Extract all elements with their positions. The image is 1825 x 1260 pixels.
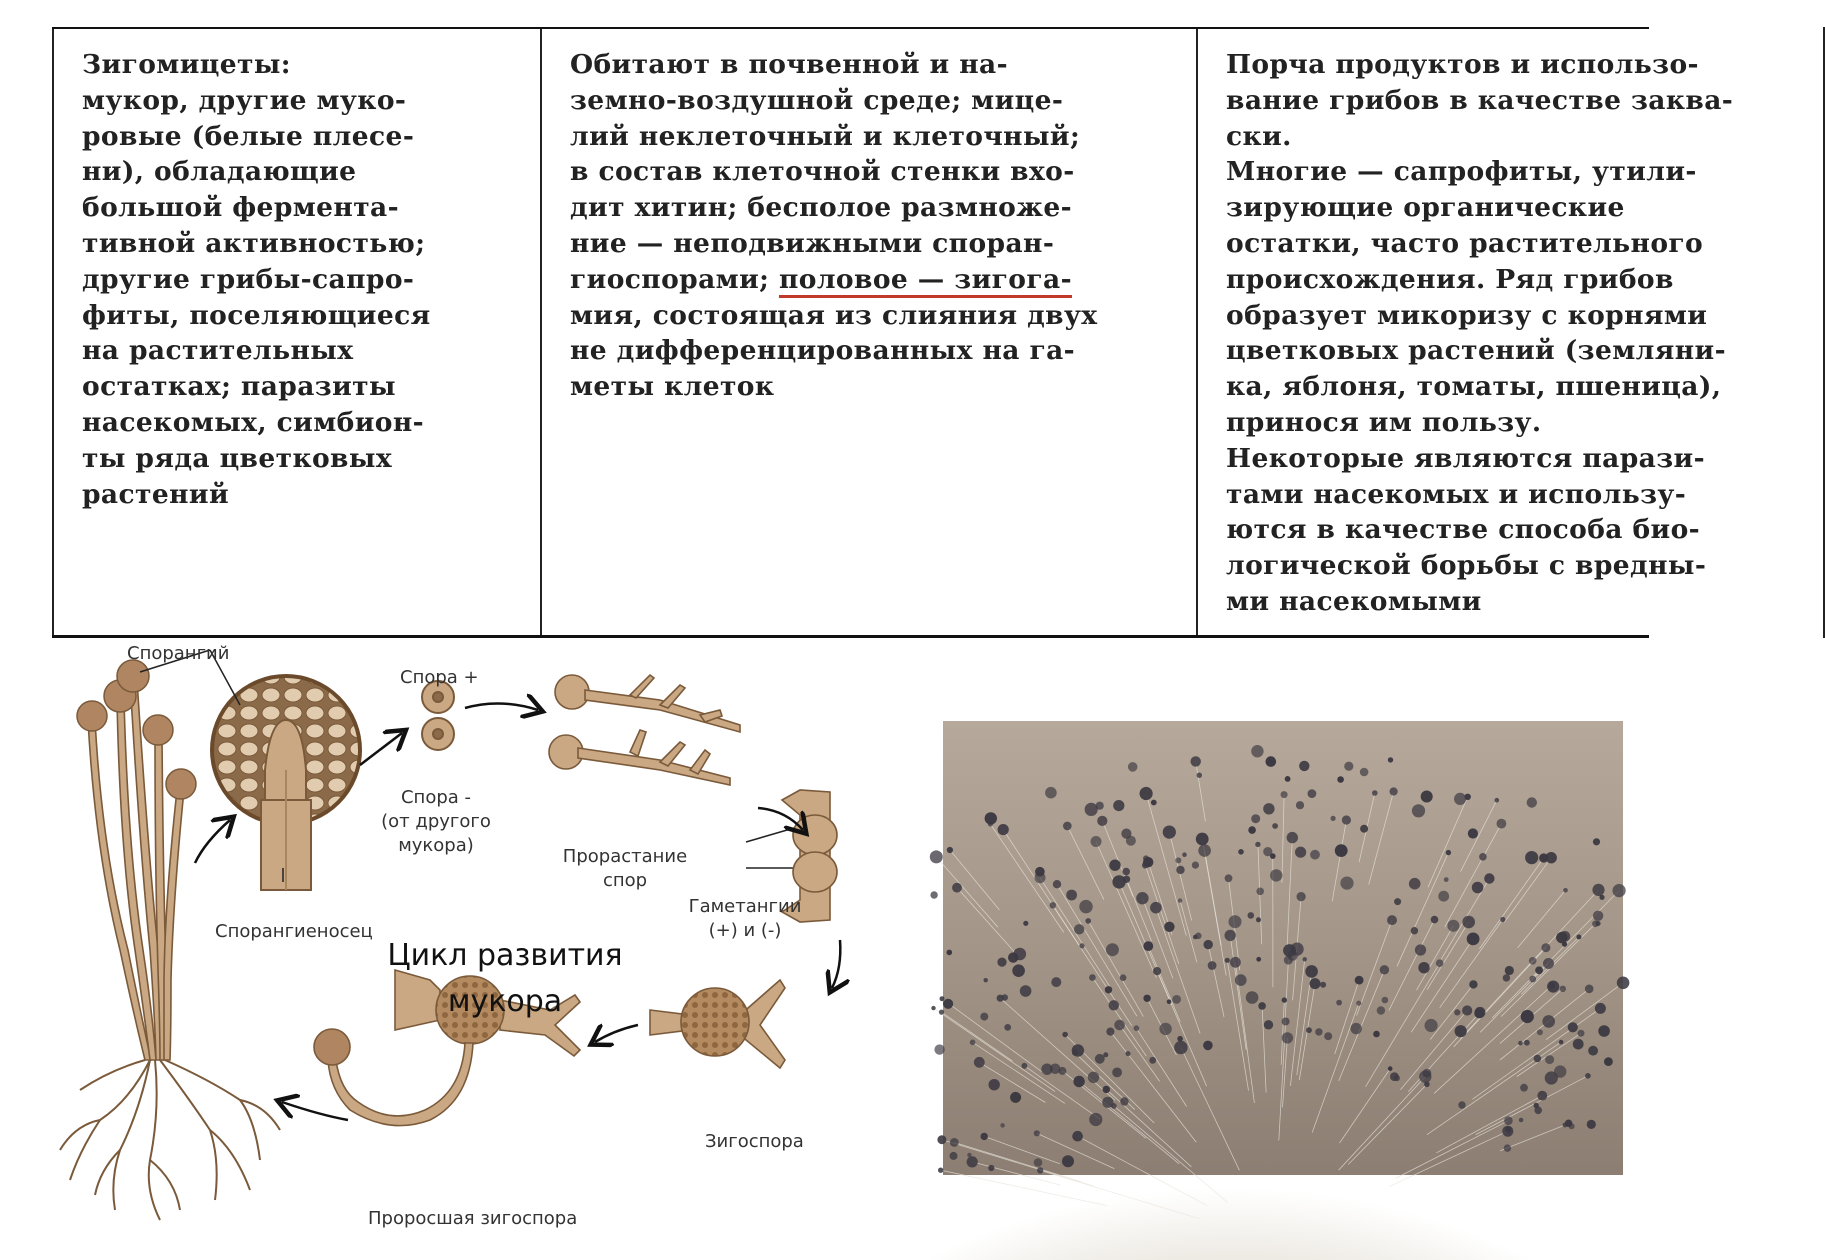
sporangium-dot — [1320, 982, 1326, 988]
sporangium-dot — [1390, 787, 1398, 795]
sporangium-dot — [1537, 1091, 1547, 1101]
mycelium — [60, 1060, 280, 1220]
sporangium-dot — [1037, 1167, 1043, 1173]
sporangium-dot — [1178, 898, 1182, 902]
sporangium-dot — [1193, 935, 1198, 940]
sporangium-dot — [1113, 800, 1124, 811]
sporangium-dot — [1412, 804, 1425, 817]
sporangium-dot — [1284, 956, 1293, 965]
sporangium-dot — [1436, 959, 1444, 967]
sporangium-dot — [997, 958, 1006, 967]
sporangium-dot — [1569, 1123, 1575, 1129]
sporangium-dot — [1251, 814, 1260, 823]
sporangium-dot — [1505, 1126, 1511, 1132]
sporangium-dot — [1285, 776, 1291, 782]
sporangium-dot — [1172, 995, 1181, 1004]
group-title: Зигомицеты: — [82, 49, 291, 80]
label-spore-minus — [376, 786, 496, 858]
sporangium-dot — [967, 1153, 971, 1157]
sporangium-dot — [1020, 985, 1032, 997]
sporangium-dot — [1305, 965, 1318, 978]
sporangium-dot — [1539, 853, 1548, 862]
sporangium-dot — [931, 1006, 935, 1010]
zygomycetes-table — [52, 27, 1734, 638]
sporangium-dot — [1270, 869, 1282, 881]
sporangium-dot — [1503, 974, 1510, 981]
highlighted-sexual-reproduction: половое — зигога- — [778, 263, 1072, 295]
sporangium-dot — [1073, 1076, 1084, 1087]
sporangium-dot — [1023, 921, 1028, 926]
sporangium-dot — [1112, 1068, 1122, 1078]
sporangium-dot — [1072, 1131, 1083, 1142]
sporangium-dot — [1149, 1057, 1156, 1064]
table-cell-group — [53, 27, 541, 638]
sporangium-dot — [1204, 940, 1213, 949]
sporangium-dot — [985, 812, 997, 824]
sporangium-dot — [1235, 974, 1247, 986]
sporangium-dot — [984, 978, 988, 982]
sporangium-dot — [1520, 1084, 1528, 1092]
sporangium-dot — [967, 1156, 978, 1167]
sporangium-dot — [1105, 986, 1112, 993]
label-sporangium: Спорангий — [127, 643, 230, 664]
sporangium-dot — [1089, 1113, 1102, 1126]
sporangium-dot — [1593, 911, 1603, 921]
sporangium-dot — [930, 850, 943, 863]
sporangium-dot — [1356, 1001, 1361, 1006]
sporangium-dot — [1114, 1020, 1125, 1031]
sporangium-dot — [1238, 849, 1244, 855]
sporangium-dot — [1251, 745, 1263, 757]
sporangium-dot — [1230, 957, 1241, 968]
sporangium-dot — [1388, 1066, 1393, 1071]
sporangium-dot — [1264, 1020, 1273, 1029]
sporangium-dot — [1051, 977, 1061, 987]
sporangium-dot — [1541, 943, 1550, 952]
sporangium-dot — [1613, 884, 1626, 897]
sporangium-dot — [1085, 918, 1091, 924]
sporangium-dot — [1182, 852, 1187, 857]
sporangium-dot — [1246, 991, 1259, 1004]
sporangium-dot — [1014, 948, 1027, 961]
sporangium-dot — [1282, 1018, 1290, 1026]
sporangium-dot — [1484, 873, 1494, 883]
sporangium-dot — [1519, 1118, 1524, 1123]
sporangium-dot — [1196, 833, 1209, 846]
sporangium-dot — [1585, 1073, 1591, 1079]
label-germination-line2: спор — [602, 870, 648, 891]
sporangium-dot — [947, 847, 953, 853]
label-germination-line1: Прорастание — [562, 846, 688, 867]
sporangium-dot — [1372, 790, 1378, 796]
sporangium-dot — [997, 995, 1004, 1002]
sporangium-dot — [1256, 957, 1261, 962]
sporangium-dot — [1140, 787, 1153, 800]
sporangium-dot — [943, 999, 953, 1009]
sporangium-dot — [1537, 1029, 1543, 1035]
germinating-spores — [549, 675, 740, 785]
sporangium-dot — [1143, 995, 1150, 1002]
sporangium-dot — [934, 1044, 944, 1054]
sporangium-dot — [1062, 1155, 1074, 1167]
sporangium-dot — [988, 1165, 994, 1171]
sporangium-dot — [1598, 1025, 1610, 1037]
table-cell-significance — [1197, 27, 1824, 638]
sporangium-dot — [950, 1152, 958, 1160]
sporangium-dot — [1604, 1057, 1613, 1066]
sporangium-dot — [1454, 793, 1466, 805]
sporangium-dot — [1554, 1065, 1566, 1077]
sporangium-dot — [1150, 902, 1162, 914]
zygospore-stage — [650, 980, 785, 1068]
table-row — [53, 27, 1824, 638]
sporangium-dot — [1595, 1003, 1606, 1014]
sporangium-dot — [1382, 997, 1389, 1004]
sporangium-dot — [1521, 1010, 1534, 1023]
sporangium-dot — [1163, 826, 1176, 839]
sporangium-dot — [1229, 915, 1242, 928]
sporangium-dot — [1122, 868, 1130, 876]
sporangium-dot — [1351, 1023, 1362, 1034]
spores — [422, 681, 454, 750]
sporangium-dot — [1525, 851, 1538, 864]
significance-text: Порча продуктов и использо- вание грибов в качестве заква- ски. Многие — сапрофиты, утили- зирующие органические остатки, часто растительного происхождения. Ряд грибов образует микоризу с корнями цветковых растений (земляни- ка, яблоня, томаты, пшеница), принося им пользу. Некоторые являются парази- тами насекомых и использу- ются в качестве способа био- логической борьбы с вредны- ми насекомыми — [1226, 49, 1734, 617]
sporangium-dot — [1109, 860, 1120, 871]
sporangium-dot — [1310, 850, 1320, 860]
sporangium-dot — [1097, 816, 1107, 826]
sporangium-dot — [1462, 916, 1475, 929]
sporangium-dot — [952, 883, 962, 893]
sporangium-dot — [1559, 1040, 1564, 1045]
sporangium-dot — [1578, 1030, 1585, 1037]
sporangium-dot — [1504, 1116, 1513, 1125]
sporangium-dot — [1120, 974, 1127, 981]
sporangium-dot — [1106, 943, 1119, 956]
sporangium-dot — [1256, 917, 1261, 922]
sporangium-dot — [1248, 912, 1255, 919]
sporangium-dot — [1310, 978, 1321, 989]
sporangium-dot — [1446, 850, 1451, 855]
sporangium-dot — [1192, 862, 1199, 869]
sporangium-dot — [1306, 1027, 1312, 1033]
label-germinated-zygospore: Проросшая зигоспора — [368, 1208, 578, 1229]
sporangium-dot — [1388, 757, 1393, 762]
sporangium-dot — [980, 1013, 988, 1021]
sporangium-dot — [1380, 965, 1389, 974]
sporangium-dot — [1295, 847, 1306, 858]
sporangium-dot — [1423, 1069, 1432, 1078]
sporangium-dot — [1177, 1036, 1183, 1042]
sporangium-dot — [1497, 819, 1507, 829]
sporangium-dot — [1560, 986, 1566, 992]
sporangium-dot — [1034, 1130, 1040, 1136]
diagram-title-line1: Цикл развития — [387, 938, 623, 973]
sporangium-dot — [1058, 1067, 1066, 1075]
sporangium-dot — [1225, 930, 1236, 941]
sporangium-dot — [1176, 866, 1184, 874]
sporangium-dot — [1272, 823, 1278, 829]
sporangium-dot — [1534, 1055, 1542, 1063]
sporangium-dot — [1563, 888, 1568, 893]
sporangium-dot — [1576, 935, 1581, 940]
mucor-mold-photo — [943, 721, 1623, 1175]
sporangium-dot — [1174, 1041, 1187, 1054]
group-description: мукор, другие муко- ровые (белые плесе- ни), обладающие большой фермента- тивной активностью; другие грибы-сапро- фиты, поселяющиеся на растительных остатках; паразиты насекомых, симбион- ты ряда цветковых растений — [82, 84, 431, 510]
label-spore-minus-line1: Спора - — [400, 787, 472, 808]
sporangium-dot — [1592, 884, 1604, 896]
sporangium-dot — [1266, 756, 1277, 767]
sporangium-dot — [1120, 1097, 1128, 1105]
sporangium-dot — [1041, 1064, 1052, 1075]
sporangium-dot — [981, 1133, 988, 1140]
sporangium-dot — [940, 996, 945, 1001]
sporangium-dot — [1022, 1063, 1028, 1069]
sporangium-dot — [1074, 924, 1084, 934]
sporangium-dot — [1469, 980, 1477, 988]
sporangium-dot — [1474, 1008, 1484, 1018]
sporangium-dot — [937, 1135, 946, 1144]
sporangium-dot — [1373, 1031, 1380, 1038]
sporangium-dot — [1128, 762, 1138, 772]
sporangium-dot — [1164, 922, 1174, 932]
sporangium-dot — [1573, 1039, 1584, 1050]
sporangium-dot — [1203, 1041, 1213, 1051]
sporangium-dot — [1344, 762, 1353, 771]
sporangium-dot — [1197, 773, 1202, 778]
sporangium-dot — [1592, 921, 1599, 928]
sporangium-dot — [970, 1040, 976, 1046]
sporangium-dot — [1159, 1023, 1171, 1035]
sporangium-dot — [1421, 791, 1433, 803]
mold-macro-image — [943, 721, 1623, 1175]
sporangium-dot — [1472, 882, 1484, 894]
sporangium-dot — [1256, 888, 1264, 896]
sporangium-dot — [1045, 787, 1057, 799]
sporangium-dot — [1106, 1028, 1114, 1036]
sporangium-dot — [1103, 1052, 1108, 1057]
sporangium-dot — [1415, 944, 1426, 955]
sporangium-dot — [1355, 976, 1364, 985]
sporangium-dot — [947, 950, 953, 956]
sporangium-dot — [1034, 1158, 1043, 1167]
sporangium-dot — [938, 1168, 943, 1173]
sporangium-dot — [1035, 872, 1046, 883]
sporangium-dot — [1438, 891, 1449, 902]
sporangium-dot — [1548, 982, 1555, 989]
sporangium-dot — [1500, 917, 1505, 922]
sporangium-dot — [1411, 927, 1418, 934]
sporangium-dot — [1543, 958, 1554, 969]
label-zygospore: Зигоспора — [705, 1131, 804, 1152]
sporangium-dot — [1175, 857, 1181, 863]
sporangium-dot — [1331, 816, 1336, 821]
sporangium-dot — [1587, 1120, 1596, 1129]
sporangium-dot — [1066, 890, 1077, 901]
sporangium-dot — [1050, 902, 1056, 908]
sporangium-dot — [1142, 862, 1149, 869]
sporangium-dot — [1588, 1046, 1598, 1056]
sporangium-dot — [1079, 900, 1092, 913]
sporangium-dot — [1296, 801, 1304, 809]
sporangium-dot — [950, 1138, 959, 1147]
sporangium-dot — [1089, 974, 1096, 981]
label-gametangia-line2: (+) и (-) — [708, 920, 782, 941]
sporangium-dot — [1617, 977, 1630, 990]
sporangium-dot — [1102, 1097, 1113, 1108]
sporangium-dot — [1198, 844, 1211, 857]
sporangium-dot — [1340, 877, 1353, 890]
sporangium-dot — [1534, 1107, 1542, 1115]
sporangium-dot — [1291, 943, 1304, 956]
sporangium-dot — [1535, 966, 1543, 974]
sporangium-dot — [1263, 803, 1274, 814]
table-cell-characteristics — [541, 27, 1197, 638]
sporangium-dot — [1418, 962, 1429, 973]
sporangium-dot — [1387, 915, 1397, 925]
sporangium-dot — [1518, 1041, 1523, 1046]
sporangium-dot — [1297, 892, 1306, 901]
sporangium-dot — [1568, 1022, 1578, 1032]
sporangium-dot — [1136, 892, 1148, 904]
label-gametangia-line1: Гаметангии — [688, 896, 802, 917]
sporangium-dot — [1072, 1044, 1084, 1056]
sporangium-dot — [1504, 1144, 1511, 1151]
sporangium-dot — [1085, 803, 1098, 816]
sporangium-dot — [1390, 1072, 1399, 1081]
sporangium-dot — [1545, 1055, 1554, 1064]
sporangium-dot — [1248, 826, 1256, 834]
diagram-title — [370, 933, 640, 1025]
info-table — [52, 27, 1825, 638]
characteristics-text-start: Обитают в почвенной и на- земно-воздушной среде; мице- лий неклеточный и клеточный; в состав клеточной стенки вхо- дит хитин; бесполое размноже- ние — неподвижными споран- гиоспорами; — [570, 49, 1081, 295]
sporangium-dot — [1342, 815, 1351, 824]
sporangium-dot — [1299, 761, 1309, 771]
sporangium-dot — [1458, 1101, 1465, 1108]
sporangium-dot — [1151, 800, 1157, 806]
sporangium-dot — [998, 824, 1009, 835]
sporangium-dot — [1444, 877, 1449, 882]
sporangium-dot — [1425, 1019, 1438, 1032]
sporangium-dot — [1053, 880, 1061, 888]
sporangium-dot — [1479, 853, 1487, 861]
mucor-life-cycle-diagram — [40, 643, 900, 1250]
sporangium-dot — [974, 1057, 985, 1068]
sporangium-dot — [1495, 798, 1500, 803]
sporangium-dot — [1593, 838, 1600, 845]
sporangium-dot — [1360, 825, 1368, 833]
sporangium-dot — [1079, 943, 1084, 948]
sporangium-dot — [1431, 916, 1439, 924]
sporangium-dot — [1556, 932, 1567, 943]
sporangium-dot — [1143, 855, 1149, 861]
sporangium-dot — [1585, 985, 1594, 994]
sporangium-dot — [1270, 853, 1276, 859]
label-spore-minus-line2: (от другого — [381, 811, 491, 832]
sporangium-dot — [1447, 920, 1459, 932]
sporangium-dot — [1225, 958, 1230, 963]
sporangium-dot — [1062, 1032, 1068, 1038]
sporangium-dot — [1455, 1025, 1467, 1037]
characteristics-text-end: мия, состоящая из слияния двух не дифференцированных на га- меты клеток — [570, 299, 1098, 403]
sporangium-magnified — [212, 676, 360, 890]
sporangium-dot — [1324, 1032, 1332, 1040]
sporangium-dot — [1308, 789, 1317, 798]
sporangium-dot — [989, 1079, 1000, 1090]
sporangium-dot — [1208, 961, 1217, 970]
sporangium-dot — [1010, 1092, 1021, 1103]
sporangium-dot — [1091, 836, 1102, 847]
sporangium-dot — [1524, 1040, 1530, 1046]
sporangium-dot — [1527, 797, 1537, 807]
sporangium-dot — [1287, 832, 1298, 843]
label-spore-plus: Спора + — [400, 667, 479, 688]
sporangium-dot — [1255, 842, 1260, 847]
label-sporangiophore: Спорангиеносец — [215, 921, 373, 942]
sporangium-dot — [1095, 1054, 1105, 1064]
sporangium-dot — [1360, 768, 1369, 777]
label-gametangia — [680, 895, 810, 943]
sporangium-dot — [1153, 967, 1161, 975]
sporangium-dot — [1281, 791, 1288, 798]
sporangium-dot — [1467, 933, 1480, 946]
sporangium-dot — [1103, 1086, 1110, 1093]
sporangium-dot — [939, 1010, 944, 1015]
sporangium-dot — [1462, 1005, 1472, 1015]
sporangium-dot — [1126, 836, 1136, 846]
sporangium-dot — [1454, 1009, 1460, 1015]
sporangium-dot — [1409, 878, 1421, 890]
sporangium-dot — [1225, 874, 1233, 882]
sporangium-dot — [1143, 941, 1153, 951]
sporangium-dot — [1335, 844, 1348, 857]
sporangium-dot — [1112, 875, 1125, 888]
sporangium-dot — [1468, 828, 1478, 838]
sporangium-dot — [1529, 976, 1536, 983]
sporangium-dot — [1542, 1015, 1555, 1028]
sporangium-dot — [1191, 756, 1201, 766]
sporangium-dot — [1282, 1032, 1293, 1043]
sporangium-dot — [1315, 1028, 1322, 1035]
label-spore-minus-line3: мукора) — [398, 835, 474, 856]
diagram-title-line2: мукора — [447, 984, 563, 1019]
sporangium-dot — [930, 891, 937, 898]
sporangium-dot — [1126, 1051, 1131, 1056]
sporangium-dot — [1258, 1002, 1266, 1010]
sporangium-dot — [1088, 1072, 1099, 1083]
sporangium-dot — [1505, 966, 1514, 975]
label-germination — [550, 845, 700, 893]
sporangium-dot — [1377, 1006, 1385, 1014]
sporangium-dot — [1109, 1000, 1119, 1010]
sporangium-dot — [1337, 776, 1344, 783]
sporangium-dot — [1529, 957, 1537, 965]
sporangium-dot — [1004, 1024, 1011, 1031]
sporangium-dot — [1303, 957, 1307, 961]
sporangium-dot — [1167, 999, 1172, 1004]
sporangium-dot — [1282, 997, 1287, 1002]
sporangium-dot — [1063, 822, 1072, 831]
sporangium-dot — [1012, 964, 1025, 977]
sporangium-dot — [1394, 898, 1401, 905]
sporangium-dot — [1000, 1123, 1005, 1128]
sporangium-dot — [1336, 1000, 1342, 1006]
sporangium-dot — [1134, 1025, 1140, 1031]
sporangium-dot — [1465, 794, 1471, 800]
